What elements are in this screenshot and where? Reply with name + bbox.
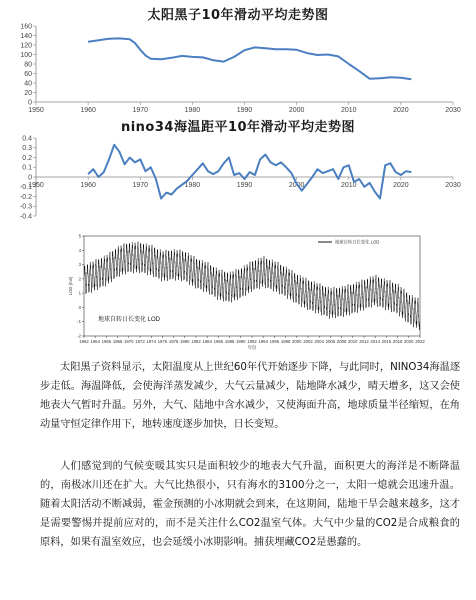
lod-y-tick-label: 1: [78, 290, 81, 296]
y-tick-label: 120: [20, 42, 32, 50]
lod-x-tick-label: 1974: [146, 339, 156, 344]
lod-x-tick-label: 2010: [348, 339, 358, 344]
x-tick-label: 1990: [236, 182, 253, 189]
y-tick-label: 100: [20, 51, 32, 59]
y-tick-label: -0.4: [19, 213, 32, 221]
lod-y-tick-label: 0: [78, 304, 81, 310]
y-tick-label: 0: [28, 174, 32, 182]
lod-x-tick-label: 1980: [180, 339, 190, 344]
x-tick-label: 1960: [80, 182, 96, 189]
lod-x-tick-label: 1976: [157, 339, 168, 344]
lod-x-tick-label: 1968: [112, 339, 123, 344]
lod-x-tick-label: 1988: [224, 339, 235, 344]
lod-x-tick-label: 1962: [79, 339, 89, 344]
x-tick-label: 1950: [28, 107, 44, 114]
lod-x-tick-label: 2002: [303, 339, 313, 344]
lod-x-tick-label: 1978: [168, 339, 179, 344]
lod-x-tick-label: 1986: [213, 339, 224, 344]
lod-x-tick-label: 1992: [247, 339, 257, 344]
y-tick-label: 140: [20, 32, 32, 40]
lod-x-tick-label: 1990: [236, 339, 246, 344]
x-tick-label: 2010: [340, 107, 357, 114]
y-tick-label: 0.3: [22, 145, 32, 153]
lod-y-axis-title: LOD (ms): [68, 276, 73, 296]
x-tick-label: 1970: [132, 107, 149, 114]
lod-y-tick-label: 2: [78, 276, 81, 282]
lod-y-tick-label: 5: [78, 233, 81, 239]
lod-x-tick-label: 2004: [314, 339, 324, 344]
x-tick-label: 1960: [80, 107, 96, 114]
lod-overlay-label: 地球自转日长变化 LOD: [98, 317, 161, 323]
lod-x-tick-label: 1998: [280, 339, 291, 344]
series-line: [88, 145, 411, 199]
x-tick-label: 1990: [236, 107, 253, 114]
y-tick-label: 20: [24, 89, 32, 97]
lod-x-tick-label: 1970: [124, 339, 134, 344]
x-tick-label: 2020: [393, 107, 409, 114]
lod-x-tick-label: 2014: [370, 339, 380, 344]
lod-x-tick-label: 2018: [392, 339, 403, 344]
nino-chart: [0, 134, 476, 224]
sunspot-chart: [0, 22, 476, 120]
x-tick-label: 2030: [445, 107, 461, 114]
lod-x-tick-label: 1966: [101, 339, 112, 344]
x-tick-label: 2000: [288, 182, 305, 189]
sunspot-chart-title: 太阳黑子10年滑动平均走势图: [147, 8, 329, 23]
lod-y-tick-label: -2: [77, 333, 81, 339]
y-tick-label: 0.4: [22, 135, 32, 143]
lod-y-tick-label: 3: [78, 262, 81, 268]
nino-chart-title: nino34海温距平10年滑动平均走势图: [120, 120, 356, 135]
lod-x-tick-label: 1982: [191, 339, 201, 344]
y-tick-label: 160: [20, 23, 32, 31]
x-tick-label: 1970: [132, 182, 149, 189]
lod-x-tick-label: 2008: [336, 339, 347, 344]
lod-x-tick-label: 1964: [90, 339, 100, 344]
lod-x-axis-title: 年份: [247, 345, 257, 350]
x-tick-label: 2030: [445, 182, 461, 189]
lod-x-tick-label: 1996: [269, 339, 280, 344]
x-tick-label: 1980: [184, 107, 201, 114]
y-tick-label: 0.2: [22, 154, 32, 162]
lod-x-tick-label: 2020: [404, 339, 414, 344]
lod-chart: [0, 224, 476, 354]
y-tick-label: -0.3: [19, 203, 32, 211]
lod-x-tick-label: 2000: [292, 339, 302, 344]
lod-x-tick-label: 2012: [359, 339, 369, 344]
body-paragraph-2: 人们感觉到的气候变暖其实只是面积较少的地表大气升温，面积更大的海洋是不断降温的，南极冰川还在扩大。大气比热很小，只有海水的3100分之一，太阳一熄就会迅速升温。随着太阳活动不断减弱，霍金预测的小冰期就会到来，在这期间，陆地干旱会越来越多，这才是需要警惕并提前应对的，而不是关注什么CO2温室气体。大气中少量的CO2是合成粮食的原料，如果有温室效应，也会延缓小冰期影响。捕获埋藏CO2是愚蠢的。: [40, 461, 460, 548]
lod-x-tick-label: 1984: [202, 339, 212, 344]
series-line: [88, 38, 411, 79]
y-tick-label: 40: [24, 80, 32, 88]
lod-x-tick-label: 2022: [415, 339, 425, 344]
y-tick-label: 0.1: [22, 164, 32, 172]
lod-x-tick-label: 1994: [258, 339, 268, 344]
x-tick-label: 1980: [184, 182, 201, 189]
y-tick-label: -0.1: [19, 184, 32, 192]
x-tick-label: 1950: [28, 182, 44, 189]
x-tick-label: 2020: [393, 182, 409, 189]
lod-x-tick-label: 2006: [325, 339, 336, 344]
lod-y-tick-label: 4: [78, 247, 81, 253]
body-paragraph-1: 太阳黑子资料显示，太阳温度从上世纪60年代开始逐步下降，与此同时，NINO34海温逐步走低。海温降低，会使海洋蒸发减少，大气云量减少，陆地降水减少，晴天增多，这又会使地表大气暂时升温。另外，大气、陆地中含水减少，又使海面升高，地球质量半径缩短，在角动量守恒定律作用下，地转速度逐步加快，日长变短。: [40, 362, 460, 430]
lod-x-tick-label: 2016: [381, 339, 392, 344]
y-tick-label: 60: [24, 70, 32, 78]
y-tick-label: -0.2: [19, 193, 32, 201]
x-tick-label: 2000: [288, 107, 305, 114]
lod-y-tick-label: -1: [77, 319, 81, 325]
lod-x-tick-label: 1972: [135, 339, 145, 344]
x-tick-label: 2010: [340, 182, 357, 189]
y-tick-label: 0: [28, 99, 32, 107]
y-tick-label: 80: [24, 61, 32, 69]
lod-legend-label: 地球自转日长变化 LOD: [335, 239, 380, 245]
